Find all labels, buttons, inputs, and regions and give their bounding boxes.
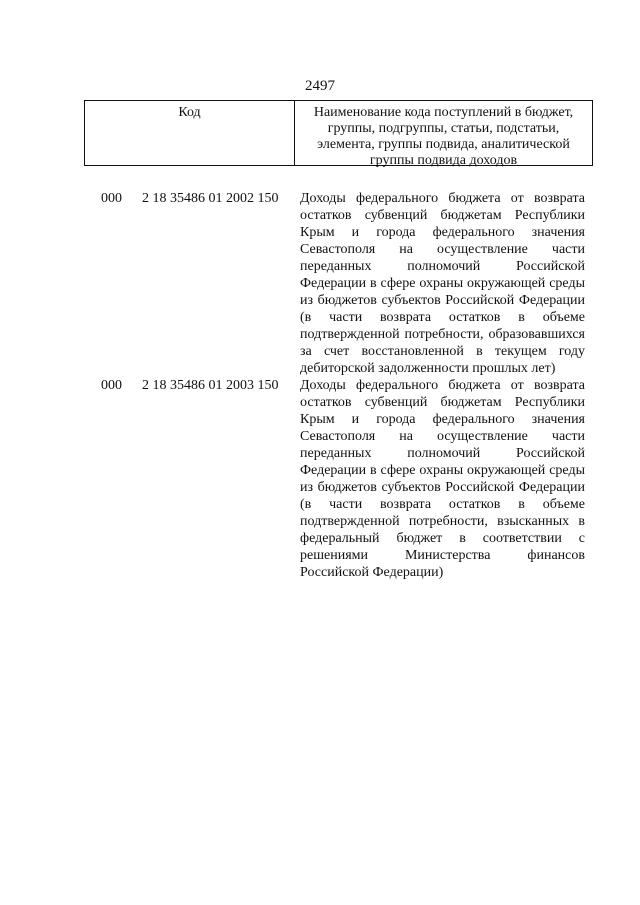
table-header: [84, 100, 593, 166]
entry-admin-code: 000: [101, 378, 122, 393]
header-name-column: Наименование кода поступлений в бюджет, группы, подгруппы, статьи, подстатьи, элемента, группы подвида, аналитической группы подвида доходов: [313, 105, 574, 168]
entry-admin-code: 000: [101, 191, 122, 206]
entry-revenue-code: 2 18 35486 01 2002 150: [142, 191, 279, 206]
entry-description: Доходы федерального бюджета от возврата остатков субвенций бюджетам Республики Крым и города федерального значения Севастополя на осуществление части переданных полномочий Российской Федерации в сфере охраны окружающей среды из бюджетов субъектов Российской Федерации (в части возврата остатков в объеме подтвержденной потребности, взысканных в федеральный бюджет в соответствии с решениями Министерства финансов Российской Федерации): [300, 378, 585, 580]
entry-revenue-code: 2 18 35486 01 2003 150: [142, 378, 279, 393]
header-code-column: Код: [85, 101, 295, 165]
list-item: [0, 190, 640, 377]
page-number: 2497: [305, 78, 335, 94]
list-item: [0, 377, 640, 581]
entry-description: Доходы федерального бюджета от возврата остатков субвенций бюджетам Республики Крым и города федерального значения Севастополя на осуществление части переданных полномочий Российской Федерации в сфере охраны окружающей среды из бюджетов субъектов Российской Федерации (в части возврата остатков в объеме подтвержденной потребности, образовавшихся за счет восстановленной в текущем году дебиторской задолженности прошлых лет): [300, 191, 585, 376]
revenue-code-list: [0, 190, 640, 581]
